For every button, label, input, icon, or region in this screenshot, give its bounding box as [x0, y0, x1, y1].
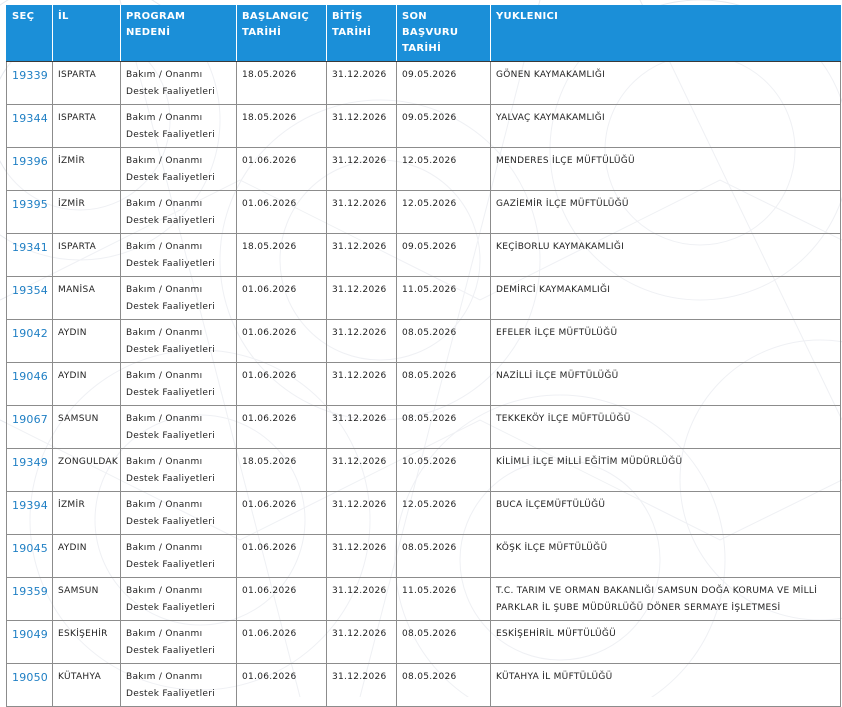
program-line-1: Bakım / Onanmı	[126, 371, 203, 381]
program-cell	[121, 492, 237, 535]
son-basvuru-cell: 08.05.2026	[397, 363, 491, 406]
baslangic-cell: 01.06.2026	[237, 363, 327, 406]
select-link[interactable]: 19395	[12, 198, 48, 211]
program-cell	[121, 578, 237, 621]
il-cell: ZONGULDAK	[53, 449, 121, 492]
table-row	[7, 320, 841, 363]
table-row	[7, 578, 841, 621]
column-header-son-basvuru[interactable]: SON BAŞVURU TARİHİ	[397, 5, 491, 62]
il-cell: ESKİŞEHİR	[53, 621, 121, 664]
program-cell	[121, 320, 237, 363]
program-line-1: Bakım / Onanmı	[126, 414, 203, 424]
table-row	[7, 406, 841, 449]
tender-table	[6, 5, 841, 707]
son-basvuru-cell: 09.05.2026	[397, 234, 491, 277]
select-link[interactable]: 19396	[12, 155, 48, 168]
select-cell	[7, 277, 53, 320]
baslangic-cell: 18.05.2026	[237, 234, 327, 277]
table-row	[7, 191, 841, 234]
il-cell: AYDIN	[53, 535, 121, 578]
program-line-1: Bakım / Onanmı	[126, 457, 203, 467]
bitis-cell: 31.12.2026	[327, 363, 397, 406]
il-cell: KÜTAHYA	[53, 664, 121, 707]
program-line-2: Destek Faaliyetleri	[126, 130, 216, 140]
son-basvuru-cell: 09.05.2026	[397, 105, 491, 148]
select-cell	[7, 578, 53, 621]
column-header-bitis[interactable]: BİTİŞ TARİHİ	[327, 5, 397, 62]
select-cell	[7, 234, 53, 277]
select-cell	[7, 105, 53, 148]
table-row	[7, 277, 841, 320]
select-cell	[7, 664, 53, 707]
select-link[interactable]: 19394	[12, 499, 48, 512]
il-cell: İZMİR	[53, 191, 121, 234]
program-line-2: Destek Faaliyetleri	[126, 560, 216, 570]
select-cell	[7, 148, 53, 191]
table-row	[7, 363, 841, 406]
select-link[interactable]: 19050	[12, 671, 48, 684]
yuklenici-cell: T.C. TARIM VE ORMAN BAKANLIĞI SAMSUN DOĞA KORUMA VE MİLLİ PARKLAR İL ŞUBE MÜDÜRLÜĞÜ DÖNER SERMAYE İŞLETMESİ	[491, 578, 841, 621]
il-cell: İZMİR	[53, 492, 121, 535]
il-cell: MANİSA	[53, 277, 121, 320]
son-basvuru-cell: 12.05.2026	[397, 148, 491, 191]
select-link[interactable]: 19042	[12, 327, 48, 340]
select-link[interactable]: 19359	[12, 585, 48, 598]
program-cell	[121, 234, 237, 277]
select-cell	[7, 62, 53, 105]
program-cell	[121, 664, 237, 707]
select-cell	[7, 621, 53, 664]
baslangic-cell: 01.06.2026	[237, 578, 327, 621]
baslangic-cell: 18.05.2026	[237, 62, 327, 105]
program-line-2: Destek Faaliyetleri	[126, 517, 216, 527]
program-cell	[121, 363, 237, 406]
bitis-cell: 31.12.2026	[327, 492, 397, 535]
select-link[interactable]: 19045	[12, 542, 48, 555]
il-cell: ISPARTA	[53, 62, 121, 105]
bitis-cell: 31.12.2026	[327, 449, 397, 492]
bitis-cell: 31.12.2026	[327, 105, 397, 148]
son-basvuru-cell: 08.05.2026	[397, 535, 491, 578]
bitis-cell: 31.12.2026	[327, 191, 397, 234]
baslangic-cell: 18.05.2026	[237, 105, 327, 148]
bitis-cell: 31.12.2026	[327, 62, 397, 105]
son-basvuru-cell: 11.05.2026	[397, 578, 491, 621]
program-line-1: Bakım / Onanmı	[126, 113, 203, 123]
program-line-2: Destek Faaliyetleri	[126, 431, 216, 441]
select-cell	[7, 535, 53, 578]
program-cell	[121, 406, 237, 449]
yuklenici-cell: KÜTAHYA İL MÜFTÜLÜĞÜ	[491, 664, 841, 707]
program-line-2: Destek Faaliyetleri	[126, 87, 216, 97]
yuklenici-cell: GAZİEMİR İLÇE MÜFTÜLÜĞÜ	[491, 191, 841, 234]
table-row	[7, 234, 841, 277]
table-row	[7, 62, 841, 105]
program-cell	[121, 105, 237, 148]
table-row	[7, 535, 841, 578]
program-line-2: Destek Faaliyetleri	[126, 689, 216, 699]
baslangic-cell: 01.06.2026	[237, 191, 327, 234]
table-row	[7, 621, 841, 664]
select-link[interactable]: 19349	[12, 456, 48, 469]
select-link[interactable]: 19046	[12, 370, 48, 383]
program-cell	[121, 191, 237, 234]
bitis-cell: 31.12.2026	[327, 578, 397, 621]
table-row	[7, 148, 841, 191]
program-cell	[121, 277, 237, 320]
son-basvuru-cell: 09.05.2026	[397, 62, 491, 105]
yuklenici-cell: KİLİMLİ İLÇE MİLLİ EĞİTİM MÜDÜRLÜĞÜ	[491, 449, 841, 492]
il-cell: AYDIN	[53, 320, 121, 363]
il-cell: SAMSUN	[53, 578, 121, 621]
program-line-1: Bakım / Onanmı	[126, 70, 203, 80]
select-cell	[7, 406, 53, 449]
table-row	[7, 449, 841, 492]
select-cell	[7, 191, 53, 234]
bitis-cell: 31.12.2026	[327, 406, 397, 449]
program-cell	[121, 449, 237, 492]
yuklenici-cell: TEKKEKÖY İLÇE MÜFTÜLÜĞÜ	[491, 406, 841, 449]
yuklenici-cell: KÖŞK İLÇE MÜFTÜLÜĞÜ	[491, 535, 841, 578]
bitis-cell: 31.12.2026	[327, 148, 397, 191]
program-line-1: Bakım / Onanmı	[126, 500, 203, 510]
bitis-cell: 31.12.2026	[327, 664, 397, 707]
select-cell	[7, 449, 53, 492]
program-cell	[121, 621, 237, 664]
column-header-il[interactable]: İL	[53, 5, 121, 62]
program-cell	[121, 62, 237, 105]
program-line-2: Destek Faaliyetleri	[126, 474, 216, 484]
il-cell: İZMİR	[53, 148, 121, 191]
select-link[interactable]: 19354	[12, 284, 48, 297]
column-header-program[interactable]: PROGRAM NEDENİ	[121, 5, 237, 62]
son-basvuru-cell: 11.05.2026	[397, 277, 491, 320]
yuklenici-cell: YALVAÇ KAYMAKAMLIĞI	[491, 105, 841, 148]
baslangic-cell: 01.06.2026	[237, 148, 327, 191]
header-row	[7, 5, 841, 62]
table-row	[7, 664, 841, 707]
baslangic-cell: 01.06.2026	[237, 277, 327, 320]
bitis-cell: 31.12.2026	[327, 277, 397, 320]
baslangic-cell: 01.06.2026	[237, 664, 327, 707]
program-line-1: Bakım / Onanmı	[126, 586, 203, 596]
il-cell: AYDIN	[53, 363, 121, 406]
program-line-1: Bakım / Onanmı	[126, 242, 203, 252]
program-cell	[121, 535, 237, 578]
il-cell: ISPARTA	[53, 234, 121, 277]
baslangic-cell: 01.06.2026	[237, 406, 327, 449]
yuklenici-cell: MENDERES İLÇE MÜFTÜLÜĞÜ	[491, 148, 841, 191]
son-basvuru-cell: 08.05.2026	[397, 406, 491, 449]
il-cell: ISPARTA	[53, 105, 121, 148]
baslangic-cell: 01.06.2026	[237, 320, 327, 363]
son-basvuru-cell: 12.05.2026	[397, 191, 491, 234]
son-basvuru-cell: 08.05.2026	[397, 664, 491, 707]
baslangic-cell: 01.06.2026	[237, 535, 327, 578]
program-line-1: Bakım / Onanmı	[126, 156, 203, 166]
select-link[interactable]: 19341	[12, 241, 48, 254]
program-line-2: Destek Faaliyetleri	[126, 646, 216, 656]
program-line-1: Bakım / Onanmı	[126, 199, 203, 209]
yuklenici-cell: ESKİŞEHİRİL MÜFTÜLÜĞÜ	[491, 621, 841, 664]
program-line-2: Destek Faaliyetleri	[126, 603, 216, 613]
il-cell: SAMSUN	[53, 406, 121, 449]
baslangic-cell: 01.06.2026	[237, 492, 327, 535]
yuklenici-cell: KEÇİBORLU KAYMAKAMLIĞI	[491, 234, 841, 277]
son-basvuru-cell: 10.05.2026	[397, 449, 491, 492]
select-cell	[7, 363, 53, 406]
bitis-cell: 31.12.2026	[327, 621, 397, 664]
program-line-2: Destek Faaliyetleri	[126, 173, 216, 183]
program-line-1: Bakım / Onanmı	[126, 543, 203, 553]
yuklenici-cell: NAZİLLİ İLÇE MÜFTÜLÜĞÜ	[491, 363, 841, 406]
yuklenici-cell: EFELER İLÇE MÜFTÜLÜĞÜ	[491, 320, 841, 363]
baslangic-cell: 18.05.2026	[237, 449, 327, 492]
table-body	[7, 62, 841, 707]
select-link[interactable]: 19339	[12, 69, 48, 82]
program-line-2: Destek Faaliyetleri	[126, 302, 216, 312]
son-basvuru-cell: 08.05.2026	[397, 621, 491, 664]
select-cell	[7, 320, 53, 363]
column-header-yuklenici[interactable]: YUKLENICI	[491, 5, 841, 62]
program-line-2: Destek Faaliyetleri	[126, 259, 216, 269]
son-basvuru-cell: 08.05.2026	[397, 320, 491, 363]
select-cell	[7, 492, 53, 535]
program-line-1: Bakım / Onanmı	[126, 328, 203, 338]
program-line-1: Bakım / Onanmı	[126, 285, 203, 295]
select-link[interactable]: 19344	[12, 112, 48, 125]
table-header	[7, 5, 841, 62]
table-row	[7, 105, 841, 148]
column-header-sec[interactable]: SEÇ	[7, 5, 53, 62]
select-link[interactable]: 19067	[12, 413, 48, 426]
yuklenici-cell: GÖNEN KAYMAKAMLIĞI	[491, 62, 841, 105]
bitis-cell: 31.12.2026	[327, 320, 397, 363]
select-link[interactable]: 19049	[12, 628, 48, 641]
bitis-cell: 31.12.2026	[327, 535, 397, 578]
program-line-1: Bakım / Onanmı	[126, 672, 203, 682]
son-basvuru-cell: 12.05.2026	[397, 492, 491, 535]
column-header-baslangic[interactable]: BAŞLANGIÇ TARİHİ	[237, 5, 327, 62]
table-row	[7, 492, 841, 535]
baslangic-cell: 01.06.2026	[237, 621, 327, 664]
yuklenici-cell: DEMİRCİ KAYMAKAMLIĞI	[491, 277, 841, 320]
program-line-2: Destek Faaliyetleri	[126, 216, 216, 226]
program-line-2: Destek Faaliyetleri	[126, 388, 216, 398]
program-line-1: Bakım / Onanmı	[126, 629, 203, 639]
yuklenici-cell: BUCA İLÇEMÜFTÜLÜĞÜ	[491, 492, 841, 535]
program-cell	[121, 148, 237, 191]
program-line-2: Destek Faaliyetleri	[126, 345, 216, 355]
bitis-cell: 31.12.2026	[327, 234, 397, 277]
